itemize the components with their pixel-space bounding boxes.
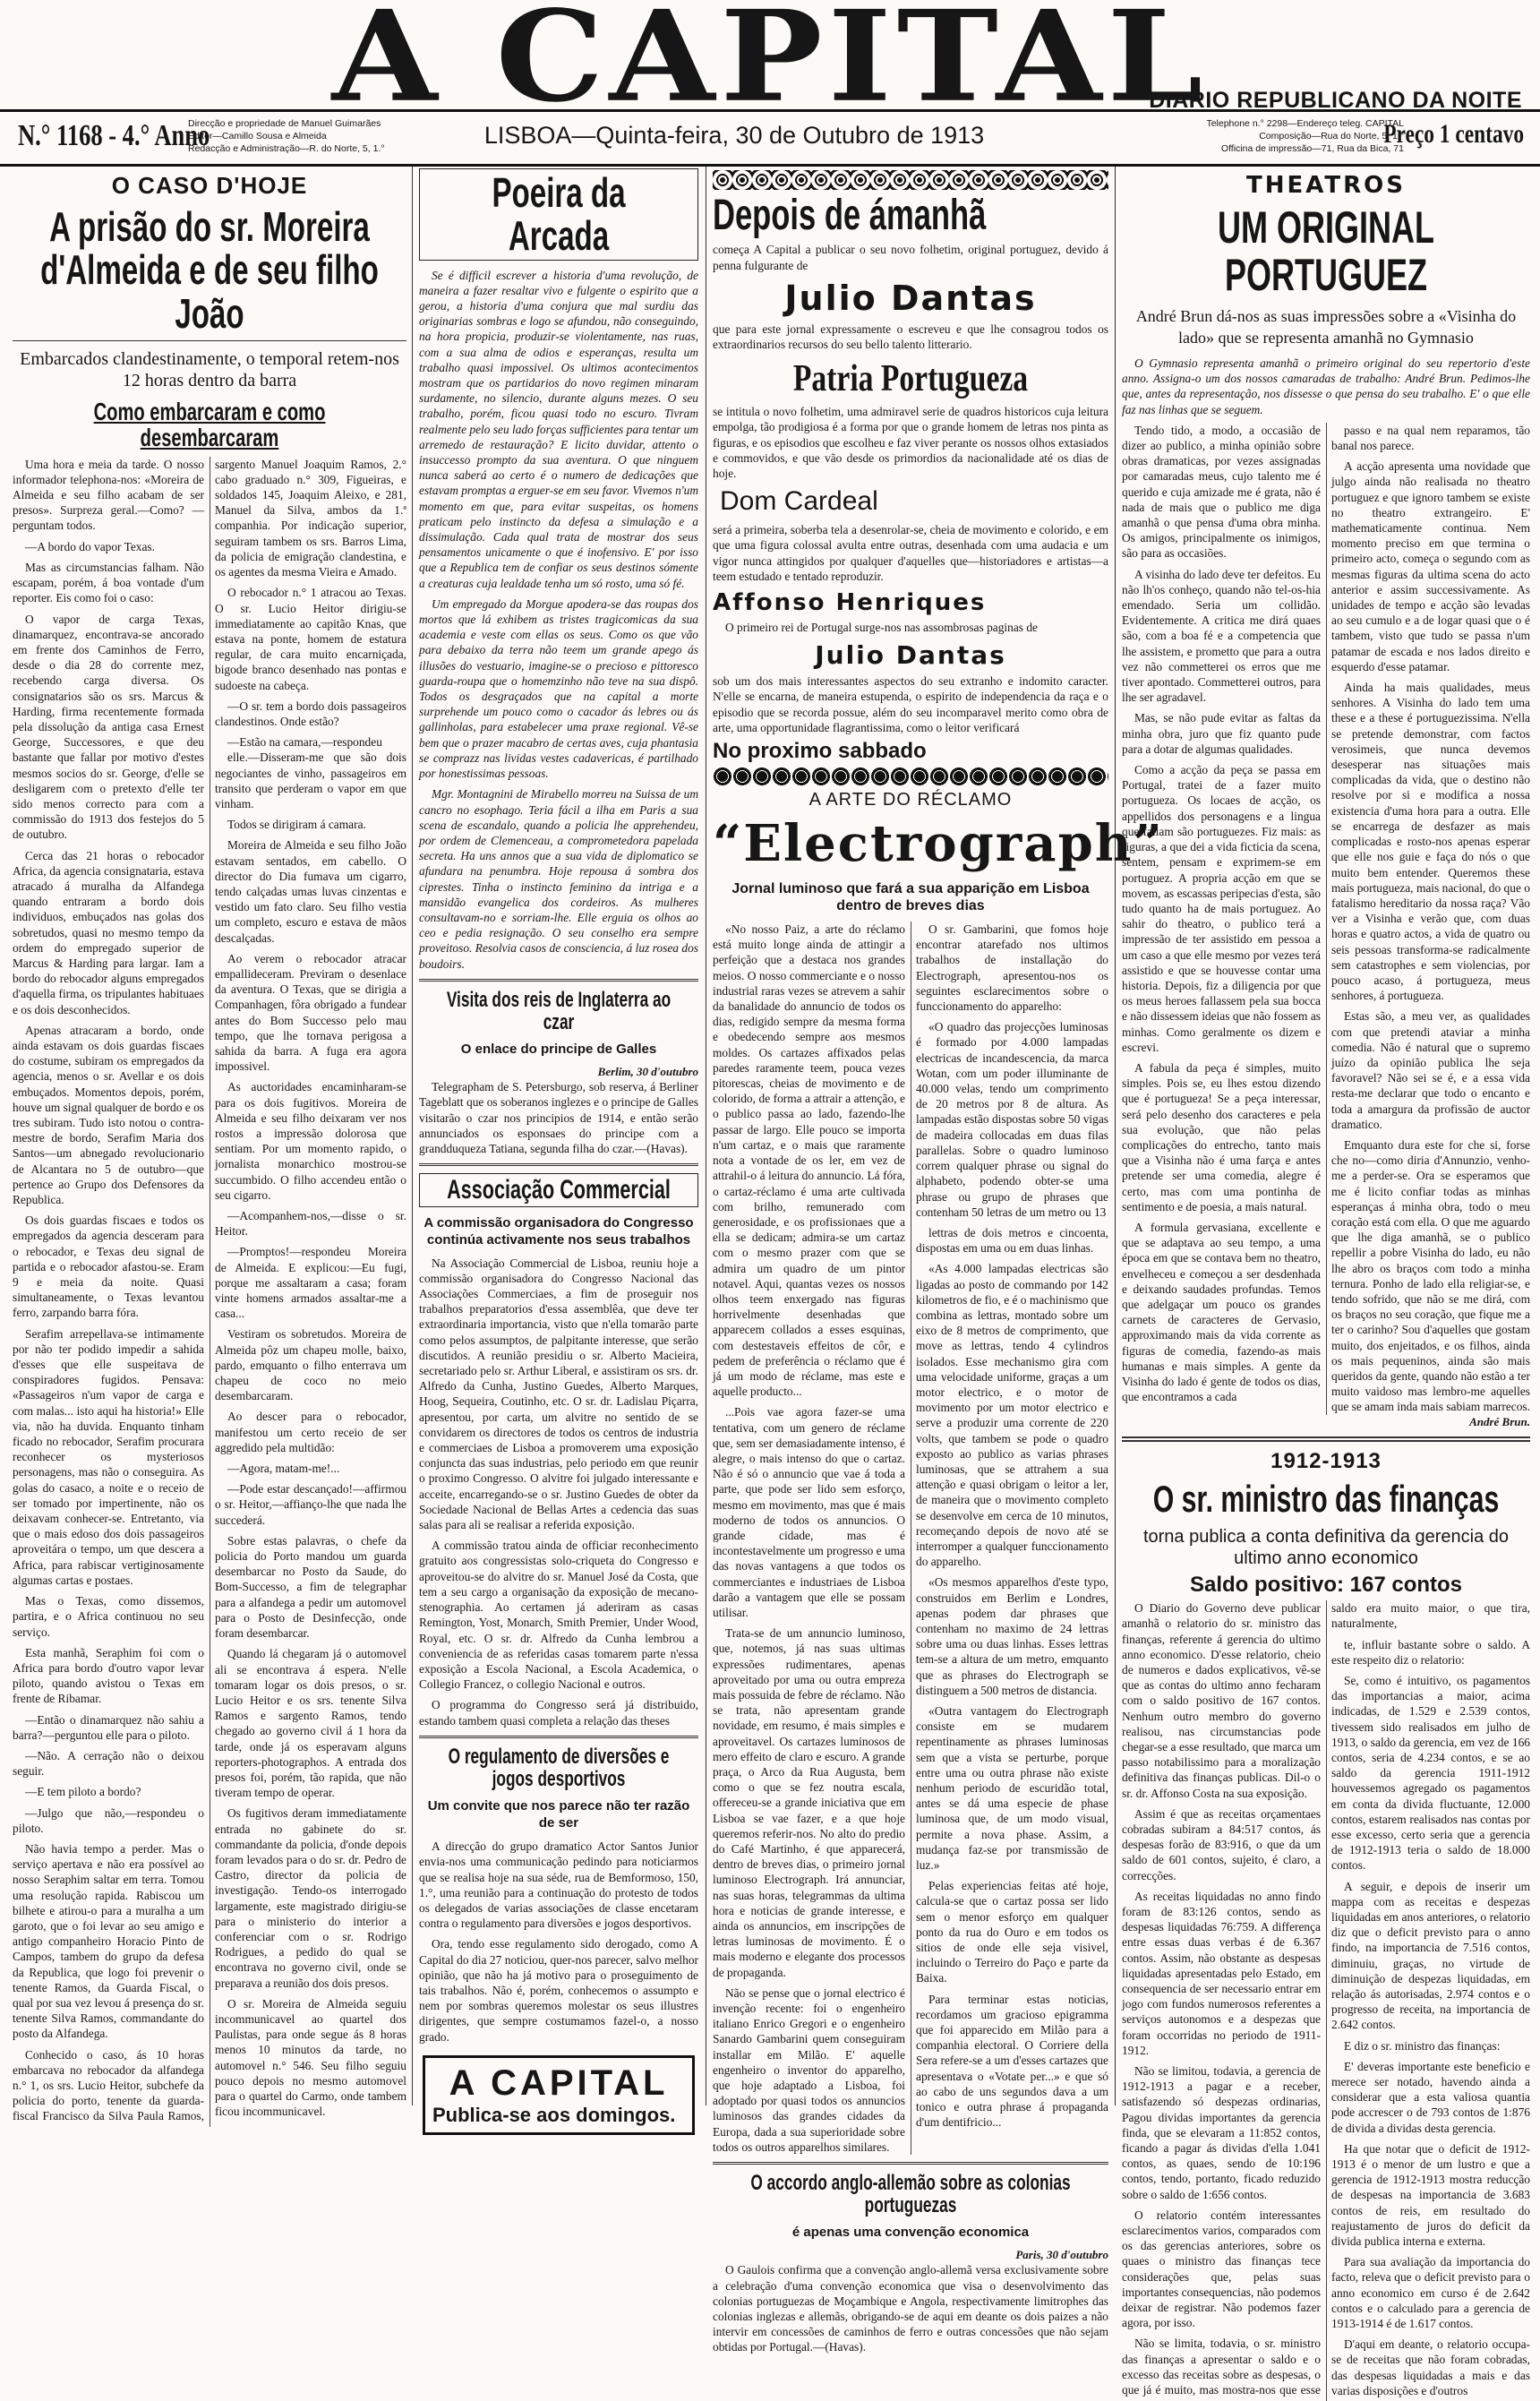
paragraph: «Os mesmos apparelhos d'este typo, construidos em Berlim e Londres, apenas podem dar phrases que contenham no maximo de 24 lettras sobre uma ou duas linhas. Esses lettras tem-se a altura de um metro, emquanto que as phrases do Electrograph se distinguem a 500 metros de distancia.	[916, 1575, 1108, 1697]
ornament-border	[713, 767, 1108, 786]
info-bar	[0, 109, 1540, 167]
announcement-intro: começa A Capital a publicar o seu novo folhetim, original portuguez, devido á penna fulgurante de	[713, 243, 1108, 272]
paragraph: Mas o Texas, como dissemos, partira, e o Africa continuou no seu serviço.	[13, 1594, 204, 1639]
paragraph: As receitas liquidadas no anno findo foram de 83:126 contos, sendo as despesas liquidadas 76:759. A differença entre essas duas verbas é de 6.367 contos. Assim, não obstante as despesas liquidadas apresentadas pelo Estado, em consequencia de ser necessario entrar em jogo com fundos numerosos referentes a serviços autonomos e a despezas que foram occorridas no periodo de 1911-1912.	[1122, 1889, 1321, 2057]
staff-line: Editor—Camillo Sousa e Almeida	[188, 131, 327, 141]
section-kicker: THEATROS	[1246, 172, 1406, 199]
column-caso-dhoje	[13, 167, 406, 2123]
column-folhetim	[713, 167, 1164, 2354]
paragraph: Não se pense que o jornal electrico é invenção recente: foi o engenheiro italiano Enrico Gregori e o engenheiro Sanardo Gambarini quem conseguiram installar em Milão. E' aquelle engenheiro o inventor do apparelho, que hoje adaptado a Lisboa, foi adoptado por quasi todos os annuncios luminosos das grandes cidades da Europa, dada a sua superioridade sobre todos os outros apparelhos similares.	[713, 1985, 905, 2154]
finance-headline: O sr. ministro das finanças	[1152, 1478, 1500, 1521]
paragraph: Não se limita, todavia, o sr. ministro das finanças a apresentar o saldo e o excesso das receitas sobre as despesas, o que já é muito, mas mostra-nos que esse saldo era muito maior, o que tira, naturalmente,	[1122, 1601, 1530, 2397]
announcement-text: será a primeira, soberba tela a desenrolar-se, cheia de movimento e colorido, e em que uma figura colossal avulta entre outras, desenhada com uma audacia e um vigor nunca attingidos por qualquer d'aquelles que—historiadores e artistas—a teem estudado e tentado reproduzir.	[713, 523, 1108, 583]
section-banner: A ARTE DO RÉCLAMO	[808, 790, 1013, 810]
story-subhead: Um convite que nos parece não ter razão de ser	[427, 1798, 690, 1831]
section-kicker: O CASO D'HOJE	[111, 172, 308, 199]
paragraph: Não se limitou, todavia, a gerencia de 1912-1913 a pagar e a receber, satisfazendo só despezas ordinarias, Pagou dividas importantes da gerencia finda, que se elevaram a 11:852 contos, ficando a pagar ás dividas d'ella 1.041 contos, as quaes, sendo de 10:196 contos, tendo, portanto, ficado reduzido sobre o saldo de 1:656 contos.	[1122, 2064, 1321, 2201]
paragraph: Quando lá chegaram já o automovel ali se encontrava á espera. N'elle tomaram logar os dois presos, o sr. Lucio Heitor e os srs. tenente Silva Ramos e sargento Ramos, tendo chegado ao governo civil á 1 hora da tarde, onde já os esperavam alguns reporters-photographos. A entrada dos presos foi, porém, tão rapida, que não tiveram tempo de operar.	[215, 1647, 406, 1800]
paragraph: «Outra vantagem do Electrograph consiste em se mudarem repentinamente as phrases luminosas sem que a vista se perturbe, porque entre uma ou outra phrase não existe nenhum periodo de escuridão total, antes se dá uma especie de phase luminosa que, de um modo visual, permite a nova phase. Assim, a mudança faz-se por transmissão de luz.»	[916, 1704, 1108, 1873]
article-body-part-b	[215, 750, 406, 2119]
paragraph: Uma hora e meia da tarde. O nosso informador telephona-nos: «Moreira de Almeida e seu filho acabam de ser presos». Surpreza geral.—Como? —perguntam todos.	[13, 457, 204, 533]
story-text: O Gaulois confirma que a convenção anglo-allemã versa exclusivamente sobre a celebração d'uma convenção economica que visa o desenvolvimento das colonias portuguezas de Moçambique e Angola, respectivamente limitrophes das colonias inglezas e allemãs, obrigando-se de aqui em deante os dois paizes a não intervir em concessões de caminhos de ferro e outras concessões que não sejam obtidas por Portugal.—(Havas).	[713, 2263, 1108, 2354]
paragraph: Ha que notar que o deficit de 1912-1913 é o menor de um lustro e que a gerencia de 1912-1913 mostra reducção de despesas na importancia de 3.683 contos de reis, em resultado do reajustamento de juros do deficit da divida publica interna e externa.	[1331, 2141, 1530, 2249]
newspaper-title: A CAPITAL	[331, 0, 1209, 130]
paragraph: Assim é que as receitas orçamentaes cobradas subiram a 84:517 contos, ás despesas forão de 83:916, o que da um saldo de 601 contos, sujeito, é claro, a correcções.	[1122, 1806, 1321, 1882]
paragraph: —Julgo que não,—respondeu o piloto.	[13, 1805, 204, 1835]
paragraph: Apenas atracaram a bordo, onde ainda estavam os dois guardas fiscaes do costume, subiram os empregados da agencia, menos o sr. Avellar e os dois embuçados. Momentos depois, porém, houve um signal qualquer de bordo e os tres subiram. Tudo isto notou o contra-mestre de bordo, Serafim Maria dos Santos—um abnegado revolucionario de Alcantara no 5 de outubro—que pertence ao Grupo dos Defensores da Republica.	[13, 1023, 204, 1207]
paragraph: O sr. Gambarini, que fomos hoje encontrar atarefado nos ultimos trabalhos de installação do Electrograph, apresentou-nos os seguintes esclarecimentos sobre o funccionamento do apparelho:	[916, 922, 1108, 1014]
ad-text: Publica-se aos domingos.	[432, 2103, 676, 2126]
electrograph-subhead: Jornal luminoso que fará a sua apparição em Lisboa dentro de breves dias	[732, 881, 1090, 914]
column-rule	[1115, 167, 1116, 2105]
announcement-text: O primeiro rei de Portugal surge-nos nas assombrosas paginas de	[725, 621, 1038, 635]
story-dateline: Berlim, 30 d'outubro	[597, 1065, 698, 1079]
paragraph: ...Pois vae agora fazer-se uma tentativa, com um genero de réclame que, sem ser demasiadamente intenso, é alegre, o mais intenso do que o cartaz. Não é só o annuncio que vae á toda a parte, que pode ser lido sem esforço, mesmo em movimento, mas que é mais moderno de todos os annuncios. O grande cidade, mas é incontestavelmente um progresso e uma das novas vantagens a que todos os commerciantes e industriaes de Lisboa darão a vantagem que elle se possam utilisar.	[713, 1405, 905, 1619]
paragraph: Para sua avaliação da importancia do facto, releva que o deficit previsto para o anno economico em curso é de 2.642 contos e o calculado para a gerencia de 1913-1914 é de 1.617 contos.	[1331, 2255, 1530, 2331]
column-poeira	[419, 167, 698, 2126]
paragraph: O rebocador n.° 1 atracou ao Texas. O sr. Lucio Heitor dirigiu-se immediatamente ao capitão Knas, que estava na ponte, homem de estatura regular, de cara muito encarniçada, bigode branco desenhado nas pontas e sudoeste na cabeça.	[215, 586, 406, 692]
work-title: Dom Cardeal	[720, 486, 878, 517]
contact-line: Officina de impressão—71, Rua da Bica, 71	[1220, 143, 1404, 154]
story-dateline: Paris, 30 d'outubro	[1015, 2248, 1108, 2262]
subheadline: Como embarcaram e como desembarcaram	[93, 397, 326, 452]
paragraph: Na Associação Commercial de Lisboa, reuniu hoje a commissão organisadora do Congresso Nacional das Associações Commerciaes, a fim de proseguir nos trabalhos preparatorios d'essa assemblêa, que deve ter extraordinaria importancia, visto que n'ella tomarão parte como pelos assumptos, de palpitante interesse, que serão discutidos. A reunião presidiu o sr. Alberto Macieira, secretariado pelo sr. Arthur Liberal, e assistiram os srs. dr. Alfredo da Cunha, Justino Guedes, Alberto Marques, Hoog, Sequeira, Coutinho, etc. O sr. dr. Ladislau Piçarra, apresentou, por carta, um alvitre no sentido de se convidarem os directores de todos os centros de industria e commerciaes de Lisboa a promoverem uma exposição conjuncta das suas industrias, pelo periodo em que reunir o proximo Congresso. O alvitre foi julgado interessante e acceite, encarregando-se o sr. Justino Guedes de obter da Sociedade Nacional de Bellas Artes a cedencia das suas salas para ali se realisar a referida exposição.	[419, 1256, 698, 1532]
paragraph: Esta manhã, Seraphim foi com o Africa para bordo d'outro vapor levar piloto, quando avistou o Texas em frente de Ribamar.	[13, 1645, 204, 1706]
paragraph: —Agora, matam-me!...	[227, 1462, 340, 1476]
paragraph: A seguir, e depois de inserir um mappa com as receitas e despezas liquidadas em anos anteriores, o relatorio diz que o deficit previsto para o anno findo, na importancia de 7.516 contos, diminuiu, graças, no virtude de diminuição de despezas liquidadas, em relação ás autorisadas, 2.974 contos e o progresso de receita, na importancia de 2.642 contos.	[1331, 1879, 1530, 2032]
paragraph: —Acompanhem-nos,—disse o sr. Heitor.	[215, 1209, 406, 1239]
paragraph: «No nosso Paiz, a arte do réclamo está muito longe ainda de attingir a perfeição que a destaca nos grandes meios. O nosso commerciante e o nosso industrial raras vezes se atrevem a sahir da banalidade do annuncio de todos os dias, redigido sempre da mesma forma e obedecendo sempre aos mesmos moldes. Os cartazes affixados pelas paredes raramente teem, pouca vezes pitorescas, cheias de movimento e de colorido, de forma a attrair a attenção, e o publico passa ao lado, fazendo-lhe passar de largo. Elle pouco se importa n'um cartaz, e o mais que raramente nota a vontade de os ler, em vez de attrahil-o á leitura do annuncio. Lá fóra, o cartaz-réclamo é uma arte cultivada com brilho, remunerado com generosidade, e os profissionaes que a ella se dedicam; admira-se um cartaz com o mesmo prazer com que se admira um quadro de um pintor notavel. Aqui, quantas vezes os nossos olhos teem enxergado nas figuras horrivelmente desenhadas que apparecem collados a esses esquinas, com destestaveis effeitos de côr, e pedem de preferência o réclamo que é já um modo de réclame, mas este e aquelle producto...	[713, 922, 905, 1399]
divider	[419, 979, 698, 982]
paragraph: Se, como é intuitivo, os pagamentos das importancias a maior, acima indicadas, de 1.529 e 2.539 contos, tivessem sido realisados em julho de 1913, o saldo da gerencia, em vez de 166 contos, seria de 4.234 contos, e se ao saldo da gerencia 1911-1912 houvessemos agregado os pagamentos em conta da divida fluctuante, 12.000 contos, estarem realisados nas contas por esse excesso, certo seria que a gerencia de 1912-1913 teria o saldo de 18.000 contos.	[1331, 1673, 1530, 1873]
paragraph: passo e na qual nem reparamos, tão banal nos parece.	[1331, 423, 1530, 453]
paragraph: Estas são, a meu ver, as qualidades com que pretendi ataviar a minha comedia. Não é natural que o supremo juízo da opinião publica lhe seja favoravel? Não sei se é, e a essa vida resta-me declarar que todo o encanto e toda a amargura da profissão de auctor dramatico.	[1331, 1009, 1530, 1131]
contacts-block	[1064, 117, 1404, 155]
paragraph: E diz o sr. ministro das finanças:	[1344, 2038, 1501, 2053]
staff-line: Redacção e Administração—R. do Norte, 5, 1.°	[188, 143, 385, 154]
dateline: LISBOA—Quinta-feira, 30 de Outubro de 1913	[483, 122, 985, 149]
finance-deck: torna publica a conta definitiva da gerencia do ultimo anno economico	[1142, 1527, 1510, 1569]
paragraph: Como a acção da peça se passa em Portugal, tratei de a fazer muito portugueza. Os locaes de acção, os appellidos dos personagens e a lingua que fallam são portuguezes. Fiz mais: as figuras, a que dei a vida ficticia da scena, sentem, pensam e exprimem-se em portuguez. A propria acção em que se movem, as escassas peripecias d'esta, são tudo quanto ha de mais portuguez. Ao sahir do theatro, o publico terá a impressão de ter assistido em pessoa a um caso a que elle mesmo por vezes terá assistido e que se houvesse contar uma historia. Depois, fiz a diligencia por que os meus heroes fallassem pela sua bocca e não dissessem ideias que não fossem as minhas. Como geralmente os dizem e escrevi.	[1122, 763, 1321, 1054]
paragraph: Ainda ha mais qualidades, meus senhores. A Visinha do lado tem uma these e a these é portuguezissima. N'ella se pretende demonstrar, com factos verosimeis, que nunca devemos desesperar nas situações mais complicadas da vida, que o destino não resolve por si e modifica a nossa existencia d'uma hora para a outra. Elle se encarrega de desfazer as mais complicadas e rosto-nos apenas esperar que elle nos guie e faça do nós o que muito bem entender. Queremos these mais portugueza, mais nacional, do que o fatalismo hereditario da nossa raça? Vão ver a Visinha e verão que, com duas horas e quatro actos, a vida de quatro ou seis pessoas transforma-se radicalmente sem catastrophes e sem violencias, por pouco acaso, á portugueza, meus senhores, á portugueza.	[1331, 681, 1530, 1003]
paragraph: —O sr. tem a bordo dois passageiros clandestinos. Onde estão?	[215, 699, 406, 728]
paragraph: A formula gervasiana, excellente e que se adaptava ao seu tempo, a uma época em que se contava bem no theatro, envelheceu e começou a ser desdenhada e deixando saudades profundas. Temos que adelgaçar um pouco os grandes carnets de caracteres de Gervasio, approximando mais da vida corrente as figuras de comedia, fazendo-as mais humanas e mais simples. A gente da Visinha do lado é gente de todos os dias, que encontramos a cada	[1122, 1220, 1321, 1404]
paragraph: A visinha do lado deve ter defeitos. Eu não lh'os conheço, quando não tel-os-hia emendado. Seria um collidão. Evidentemente. A critica me dirá quaes são, com a boa fé e a competencia que lhe assistem, e prometto que para a outra vez não commetterei os erros que me tiver apontado. Commetterei outros, para lhe ser agradavel.	[1122, 567, 1321, 705]
story-text: Telegrapham de S. Petersburgo, sob reserva, á Berliner Tageblatt que os soberanos inglezes e o principe de Galles visitarão o czar nos principios de 1914, e então serão annunciados os esponsaes do principe com a grandduqueza Tatiana, segunda filha do czar.—(Havas).	[419, 1080, 698, 1155]
story-headline: O regulamento de diversões e jogos desportivos	[448, 1744, 670, 1791]
announcement-text: se intitula o novo folhetim, uma admiravel serie de quadros historicos cuja leitura empolga, tão prodigiosa é a forma por que o grande homem de letras nos pinta as figuras, e os episodios que escolheu e faz viver perante os nossos olhos extasiados e commovidos, e que vão desde os primordios da nacionalidade até os dias de hoje.	[713, 405, 1108, 481]
column-rule	[412, 167, 413, 2105]
paragraph: O vapor de carga Texas, dinamarquez, encontrava-se ancorado em frente dos Caminhos de Ferro, desde o dia 28 do corrente mez, recebendo carga diversa. Os consignatarios são os srs. Marcus & Harding, firma recentemente formada pela dissolução da antiga casa Ernest George, Successores, e que deu bastante que fallar por motivo d'estes mesmos socios do sr. George, d'elle se desligarem com o pretexto d'elle ter sido menos correcto para com a commissão do 1913 dos festejos do 5 de outubro.	[13, 612, 204, 842]
divider	[713, 2162, 1108, 2165]
paragraph: Mas, se não pude evitar as faltas da minha obra, juro que fiz quanto pude para a dotar de algumas qualidades.	[1122, 711, 1321, 756]
paragraph: O programma do Congresso será já distribuido, estando tambem quasi completa a relação das theses	[419, 1698, 698, 1728]
announcement-text: que para este jornal expressamente o escreveu e que lhe consagrou todos os extraordinarios recursos do seu bello talento litterario.	[713, 322, 1108, 351]
paragraph: —E tem piloto a bordo?	[25, 1785, 141, 1799]
paragraph: Cerca das 21 horas o rebocador Africa, da agencia consignataria, estava atracado á muralha da Alfandega quando entraram a bordo dois individuos, embuçados nas golas dos sobretudos, quasi no mesmo tempo da ordem do empregado superior de Marcus & Harding para largar. Iam a bordo do rebocador alguns empregados d'aquella firma, os tripulantes habituaes e os dois desconhecidos.	[13, 848, 204, 1016]
paragraph: Não havia tempo a perder. Mas o serviço apertava e não era possível ao nosso Seraphim saltar em terra. Tomou uma resolução rapida. Rabiscou um bilhete e atirou-o para a muralha a um garoto, que o foi levar ao seu amigo e antigo companheiro Horacio Pinto de Campos, tambem do grupo da defesa da Republica, que logo foi prevenir o tenente Ramos, da Guarda Fiscal, o qual por sua vez levou á presença do sr. tenente Silva Ramos, commandante do posto da Alfandega.	[13, 1841, 204, 2041]
paragraph: A acção apresenta uma novidade que julgo ainda não realisada no theatro portuguez e que ignoro tambem se existe no theatro extrangeiro. E' mathematicamente continua. Nem momento preciso em que termina o primeiro acto, começa o segundo com as mesmas figuras da ultima scena do acto anterior e assim successivamente. As unidades de tempo e acção são levadas ao seu cumulo e a de logar quasi que o é tambem, visto que tudo se passa n'um patamar de escada e nos lados direito e esquerdo d'esse patamar.	[1331, 459, 1530, 673]
poeira-body	[419, 268, 698, 972]
story-subhead: O enlace do principe de Galles	[460, 1042, 657, 1058]
contact-line: Composição—Rua do Norte, 5, 1.°	[1259, 131, 1404, 141]
announcement-headline: Depois de ámanhã	[713, 192, 987, 239]
paragraph: Todos se dirigiram á camara.	[227, 818, 366, 832]
paragraph: —Não. A cerração não o deixou seguir.	[13, 1748, 204, 1779]
column-theatros	[1122, 167, 1530, 2397]
divider	[1122, 1436, 1530, 1442]
paragraph: Para terminar estas noticias, recordamos um gracioso epigramma que foi apparecido em Milão para a companhia electoral. O Corriere della Sera refere-se a um d'esses cartazes que apresentava o «Votate per...» e que só ao cabo de uns segundos dava a um tonico e outra phrase á propaganda d'um dentifricio...	[916, 1992, 1108, 2130]
paragraph: A direcção do grupo dramatico Actor Santos Junior envia-nos uma communicação pedindo para noticiarmos que se realisa hoje na sua séde, rua de Bemformoso, 150, 1.°, uma reunião para a continuação do protesto de todos os delegados de varias associações de classe encetaram contra o regulamento para diversões e jogos desportivos.	[419, 1839, 698, 1931]
paragraph: Mas as circumstancias falham. Não escapam, porém, á boa vontade d'um reporter. Eis como foi o caso:	[13, 560, 204, 605]
section-kicker: 1912-1913	[1270, 1449, 1382, 1474]
ad-logo: A CAPITAL	[449, 2062, 669, 2103]
announcement-text: sob um dos mais interessantes aspectos do seu extranho e indomito caracter. N'elle se encarna, de maneira estupenda, o espirito de independencia da raça e o episodio que se recorda possue, além do seu incomparavel merito como obra de arte, uma opportunidade flagrantissima, como o leitor verificará	[713, 674, 1108, 734]
paragraph: O sr. Moreira de Almeida seguiu incommunicavel ao quartel dos Paulistas, para onde segue ás 8 horas menos 10 minutos da tarde, no automovel n.° 546. Seu filho seguiu pouco depois no mesmo automovel para o quartel do Carmo, onde tambem ficou incommunicavel.	[215, 1996, 406, 2119]
paragraph: —Pode estar descançado!—affirmou o sr. Heitor,—affianço-lhe que nada lhe succederá.	[215, 1482, 406, 1527]
paragraph: —Então o dinamarquez não sahiu a barra?—perguntou elle para o piloto.	[13, 1712, 204, 1742]
advertisement-box	[423, 2055, 695, 2135]
paragraph: «O quadro das projecções luminosas é formado por 4.000 lampadas electricas de incandescencia, da marca Wotan, com um poder illuminante de 40.000 velas, tendo um comprimento de 20 metros por 8 de altura. As lampadas estão dispostas sobre 50 vigas de madeira collocadas em duas filas parallelas. Sobre o quadro luminoso correm qualquer phrase ou signal do alphabeto, podendo obter-se uma phrase ou grupo de phrases que contenham 50 letras de um metro ou 13	[916, 1020, 1108, 1219]
work-title: Patria Portugueza	[792, 358, 1029, 400]
paragraph: E' deveras importante este beneficio e merece ser notado, havendo ainda a considerar que a esta valiosa quantia pode accrescer o de 793 contos de 1:876 de divida a dividas desta gerencia.	[1331, 2059, 1530, 2135]
paragraph: Ao descer para o rebocador, manifestou um certo receio de ser aggredido pela multidão:	[215, 1410, 406, 1454]
paragraph: Ora, tendo esse regulamento sido derogado, como A Capital do dia 27 noticiou, quer-nos parecer, salvo melhor opinião, que não ha já motivo para o proseguimento de tais trabalhos. Não é, porém, conhecemos o assumpto e nem por sombras queremos molestar os seus illustres dirigentes, que sempre costumamos fazel-o, a nosso grado.	[419, 1937, 698, 2044]
theatre-headline: UM ORIGINAL PORTUGUEZ	[1218, 202, 1434, 300]
paragraph: Mgr. Montagnini de Mirabello morreu na Suissa de um cancro no esophago. Teria fácil a ilha em Paris a sua scena de escandalo, quando a policia lhe apprehendeu, por ordem de Clemenceau, a comprometedora papelada secreta. Ha uns annos que a sua vida de diplomatico se afundara na penumbra. Hoje repousa á sombra dos ciprestes. Tinha o instincto feminino da intriga e a mansidão evangelica dos cordeiros. As mulheres consultavam-no e sorriam-lhe. Elle erguia os olhos ao ceo e pedia resignação. O seu conselho era sempre proveitoso. Resolvia casos de consciencia, á luz rosea dos boudoirs.	[419, 787, 698, 971]
paragraph: lettras de dois metros e cincoenta, dispostas em uma ou em duas linhas.	[916, 1225, 1108, 1256]
announcement-footer: No proximo sabbado	[713, 739, 927, 764]
theatre-intro: O Gymnasio representa amanhã o primeiro original do seu repertorio d'este anno. Assigna-o um dos nossos camaradas de trabalho: André Brun. Pedimos-lhe que, antes da representação, nos dissesse o que pensa do seu trabalho. E' o que elle faz nas linhas que se seguem.	[1122, 356, 1530, 416]
paragraph: —Promptos!—respondeu Moreira de Almeida. E explicou:—Eu fugi, porque me assaltaram a casa; foram vinte homens armados assaltar-me a casa...	[215, 1245, 406, 1321]
paragraph: Se é difficil escrever a historia d'uma revolução, de maneira a fazer resaltar vivo e fulgente o espirito que a gerou, a historia d'uma conjura que mal surdiu das originarias sombras e logo se afundou, não conseguindo, na hora propicia, produzir-se violentamente, nas ruas, com a sua alma de odios e esperanças, resulta um trabalho quasi impossivel. Os ultimos acontecimentos mostram que os partidarios do novo regimen minaram surdamente, no silencio, durante alguns mezes. O seu trabalho, porém, ficou quasi todo no escuro. Tivram realmente pelo seu lado forças sufficientes para tentar um arremedo de restauração? E licito duvidar, attento o insuccesso prompto da sua aventura. O que ninguem nunca saberá ao certo é o numero de dedicações que estavam promptas a erguer-se em seu favor. Vivemos n'um momento em que, para evitar suspeitas, os homens praticam pelo instincto da defesa a simulação e a dissimulação. Cada qual trata de mostrar dos seus pensamentos unicamente o que é inofensivo. E' por isso que a Republica tem de confiar os seus destinos sómente a creaturas cuja lealdade tenha um só rosto, uma só fé.	[419, 268, 698, 590]
paragraph: A fabula da peça é simples, muito simples. Pois se, eu lhes estou dizendo que é portugueza! Se a peça interessar, será pelo desenho dos caracteres e pela sua evolução, que não pelas complicações do entrecho, tanto mais que a Visinha não é uma farça e antes pretende ser uma comedia, alegre é certo, mas com uma pontinha de sentimento e de poesia, a mais natural.	[1122, 1060, 1321, 1213]
theatre-body	[1122, 423, 1530, 1415]
story-subhead: é apenas uma convenção economica	[791, 2225, 1030, 2241]
section-title-box	[419, 168, 698, 261]
staff-line: Direcção e propriedade de Manuel Guimarães	[188, 118, 381, 129]
staff-block	[188, 117, 403, 155]
paragraph: Conhecido o caso, ás 10 horas embarcava no rebocador da alfandega n.° 1, os srs. Lucio Heitor, subchefe da policia do porto, tenente da guarda-fiscal Francisco da Silva Paula Ramos, sargento Manuel Joaquim Ramos, 2.° cabo graduado n.° 309, Figueiras, e soldados 145, Joaquim Aleixo, e 281, Manuel da Silva, ambos da 1.ª companhia. Por indicação superior, seguiram tambem os srs. Barros Lima, da policia de emigração clandestina, e os agentes da mesma Vieira e Amado.	[13, 457, 406, 2123]
paragraph: As auctoridades encaminharam-se para os dois fugitivos. Moreira de Almeida e seu filho deixaram ver nos rostos a impressão dolorosa que sentiam. Por um momento rapido, o jornalista monarchico mostrou-se succumbido. O filho accendeu então o seu cigarro.	[215, 1080, 406, 1202]
theatre-deck: André Brun dá-nos as suas impressões sobre a «Visinha do lado» que se representa amanhã no Gymnasio	[1135, 307, 1517, 347]
paragraph: Vestiram os sobretudos. Moreira de Almeida pôz um chapeu molle, baixo, pardo, emquanto o filho enterrava um chapeu de coco no meio desembarcaram.	[215, 1327, 406, 1403]
author-name: Julio Dantas	[815, 640, 1006, 671]
paragraph: Os dois guardas fiscaes e todos os empregados da agencia desceram para o rebocador, e Texas deu signal de partida e o rebocador afastou-se. Eram 9 e meia da noite. Quasi simultaneamente, o Texas levantou ferro, zarpando barra fóra.	[13, 1213, 204, 1320]
paragraph: Tendo tido, a modo, a occasião de dizer ao publico, a minha opinião sobre obras dramaticas, por vezes assignadas por camaradas meus, cujo talento me é querido e cuja amizade me é grata, não é nada de mais que o publico me diga amanhã o que pensa d'uma obra minha. Os amigos, principalmente os inimigos, são para as occasiões.	[1122, 423, 1321, 561]
paragraph: —A bordo do vapor Texas.	[25, 539, 155, 553]
electrograph-title: “Electrograph”	[713, 814, 1164, 874]
paragraph: elle.—Disseram-me que são dois negociantes de vinho, passageiros em transito que perderam o vapor em que vinham.	[215, 750, 406, 810]
price: Preço 1 centavo	[1383, 119, 1524, 149]
paragraph: D'aqui em deante, o relatorio occupa-se de receitas que não foram cobradas, das despesas liquidadas a mais e das varias disposições e d'outros	[1331, 2337, 1530, 2397]
paragraph: Emquanto dura este for che si, forse che no—como diria d'Annunzio, venho-me a perder-se. Ora se esperamos que me é licito confiar todas as minhas esperanças á minha obra, todo o meu coração está com ella. O que me aguardo que lhe diga amanhã, se o publico repellir a pobre Visinha do lado, eu não lhe abro os braços com todo a minha ternura. Ponho de lado ella religiar-se, e tendo sofrido, que não se me dirá, com os braços no seu coração, que fique me a ter o carinho? Sou d'aquelles que gostam muito, dos enjeitados, e os filhos, ainda os mais pequeninos, ainda são mais queridos da gente, quando não estão a ter muito vaidoso mas lembro-me aquelles que se amam inda mais sabiam marrecos.	[1331, 1137, 1530, 1414]
story-headline: Visita dos reis de Inglaterra ao czar	[446, 987, 672, 1034]
paragraph: Serafim arrepellava-se intimamente por não ter podido impedir a sahida d'esses que elle suspeitava de conspiradores fugidos. Pensava: «Passageiros n'um vapor de carga e com malas... isto aqui ha historia!» Elle via, não ha duvida. Enquanto tinham ficado no rebocador, Serafim procurara reconhecer os mysteriosos personagens, mas não o conseguira. As golas do casaco, a noite e o receio de ser tomado por impertinente, não os deixavam conhecer-se. Entretanto, via que o mais edoso dos dois passageiros aproveitára o tempo, um que descera a Africa, para rabiscar vertiginosamente algumas cartas e postaes.	[13, 1326, 204, 1587]
paragraph: O relatorio contém interessantes esclarecimentos varios, comparados com os das gerencias anteriores, sobre os quaes o ministro das finanças tece considerações que, pelas suas importantes consequencias, não podemos deixar de registrar. Não podemos fazer agora, por isso.	[1122, 2208, 1321, 2330]
divider	[419, 1163, 698, 1166]
story-headline: O accordo anglo-allemão sobre as colonias portuguezas	[750, 2171, 1071, 2218]
paragraph: Moreira de Almeida e seu filho João estavam sentados, em cabello. O director do Dia fumava um cigarro, tendo calçadas umas luvas cinzentas e vestido um fato claro. Seu filho vestia um completo, escuro e estava de mãos descalçadas.	[215, 838, 406, 945]
divider	[419, 1736, 698, 1738]
ornament-border	[713, 170, 1108, 190]
paragraph: Ao verem o rebocador atracar empallideceram. Previram o desenlace da aventura. O Texas, que se dirigia a Companhagen, fôra obrigado a fundear antes do Bom Successo pelo mau tempo, que lhe tornava perigosa a sahida da barra. A fuga era agora impossivel.	[215, 951, 406, 1074]
article-body	[13, 457, 406, 2127]
divider	[13, 340, 406, 341]
finance-body	[1122, 1600, 1530, 2401]
story-headline: Associação Commercial	[447, 1175, 671, 1205]
main-headline: A prisão do sr. Moreira d'Almeida e de seu filho João	[40, 203, 379, 337]
paragraph: Sobre estas palavras, o chefe da policia do Porto mandou um guarda desembarcar no Posto da Saude, do Bom-Successo, a fim de telegraphar para a alfandega a pedir um automovel para o Posto de Desinfecção, onde foram desembarcar.	[215, 1533, 406, 1641]
regulamento-body	[419, 1839, 698, 2045]
paragraph: —Estão na camara,—respondeu	[227, 735, 382, 750]
story-headline-box	[419, 1173, 698, 1207]
work-title: Affonso Henriques	[713, 589, 987, 617]
headline-deck: Embarcados clandestinamente, o temporal retem-nos 12 horas dentro da barra	[20, 348, 399, 390]
paragraph: te, influir bastante sobre o saldo. A este respeito diz o relatorio:	[1331, 1637, 1530, 1667]
paragraph: Trata-se de um annuncio luminoso, que, notemos, já nas suas ultimas expressões rudimentares, apenas aproveitado por uma ou outra empreza mais possuida de febre de réclamo. Não se trata, não apresentam grande novidade, em resumo, é mais simples e aproveitavel. Os cartazes luminosos de mero effeito de claro e escuro. A grande praça, o Arco da Rua Augusta, bem como o que se fez noutra escala, offereceu-se a grande iniciativa que em Lisboa se vae fazer, e a que hoje queremos referir-nos. No alto do predio do Café Martinho, é que apparecerá, dentro de breves dias, o primeiro jornal luminoso Electrograph. Irá annunciar, nas suas horas, telegrammas da ultima hora e noticias de grande interesse, e ainda os annuncios, em inscripções de letras luminosas de movimento. É o mais moderno e elegante dos processos de propaganda.	[713, 1626, 905, 1979]
paragraph: «As 4.000 lampadas electricas são ligadas ao posto de commando por 142 kilometros de fio, e é o machinismo que combina as lettras, montado sobre um eixo de 8 metros de comprimento, que move as lettras, tendo 4 cylindros isolados. Esse mechanismo gira com uma velocidade uniforme, graças a um motor electrico, e o motor de movimento por um motor electrico e serve a produzir uma corrente de 220 volts, que tambem se pode o quadro exposto ao publico as varias phrases luminosas, que se attrahem a sua attenção e quasi obrigam o leitor a ler, de maneira que o movimento completo se desenvolve em cerca de 10 minutos, recomeçando depois de novo até se interromper a qualquer funccionamento do apparelho.	[916, 1262, 1108, 1569]
section-title: Poeira da Arcada	[492, 169, 626, 260]
contact-line: Telephone n.° 2298—Endereço teleg. CAPITAL	[1206, 118, 1404, 129]
paragraph: Um empregado da Morgue apodera-se das roupas dos mortos que lá exhibem as tristes tragicomicas da sua academia e veste com ellas os seus. Como os que vão para debaixo da terra não teem um grande apego ás illusões do vestuario, imagine-se o precioso e pittoresco guarda-roupa que o homemzinho não teve na sua dispô. Todos os desgraçados que na capital a morte surprehende um pouco como o cacador ás lebres ou ás gallinholas, para estabelecer uma praxe regional. Vê-se bem que o prazer macabro de certas aves, cuja phantasia se comprazz nas lividas vestes cadavericas, é partilhado por honestissimas pessoas.	[419, 596, 698, 781]
issue-number: N.° 1168 - 4.° Anno	[18, 119, 210, 152]
electrograph-body	[713, 922, 1108, 2155]
newspaper-subtitle: DIARIO REPUBLICANO DA NOITE	[1149, 88, 1522, 113]
paragraph: Os fugitivos deram immediatamente entrada no gabinete do sr. commandante da policia, d'onde depois foram levados para o do sr. dr. Pedro de Castro, director da policia de investigação. Tendo-os interrogado largamente, este magistrado dirigiu-se para o ministerio do interior a conferenciar com o sr. Rodrigo Rodrigues, a pedido do qual se encontrava no governo civil, onde se preparava a reunião dos dois presos.	[215, 1806, 406, 1990]
associacao-body	[419, 1256, 698, 1728]
paragraph: A commissão tratou ainda de officiar reconhecimento gratuito aos congressistas solo-criqueta do Congresso e aproveitou-se do alvitre do sr. Manuel José da Costa, que tem a seu cargo a organisação da exposição de mecano-stenographia. Ao certamen já aderiram as casas Remington, Yost, Monarch, Smith Premier, Under Wood, Royal, etc. O sr. dr. Alfredo da Cunha lembrou a conveniencia de as referidas casas tomarem parte n'essa exposição a Escola Nacional, a Escola Academica, o Collegio Francez, o collegio Nacional e outros.	[419, 1539, 698, 1692]
paragraph: O Diario do Governo deve publicar amanhã o relatorio do sr. ministro das finanças, referente á gerencia do ultimo anno economico. D'esse relatorio, cheio de numeros e dados explicativos, vê-se que as contas do ultimo anno fecharam com o saldo positivo de 167 contos. Nenhum outro membro do governo realisou, nas circumstancias pode chegar-se a esse resultado, que marca um passo notabilissimo para a moralização definitiva das finanças publicas. Dil-o o sr. dr. Affonso Costa na sua exposição.	[1122, 1601, 1321, 1800]
story-subhead: A commissão organisadora do Congresso continúa activamente nos seus trabalhos	[424, 1214, 694, 1248]
author-name: Julio Dantas	[784, 278, 1037, 318]
paragraph: Pelas experiencias feitas até hoje, calcula-se que o cartaz possa ser lido sem o menor esforço em qualquer ponto da rua do Ouro e em todos os sitios de onde elle seja visivel, incluindo o Terreiro do Paço e parte da Baixa.	[916, 1879, 1108, 1985]
signature: André Brun.	[1469, 1415, 1530, 1429]
finance-subhead: Saldo positivo: 167 contos	[1189, 1573, 1463, 1598]
